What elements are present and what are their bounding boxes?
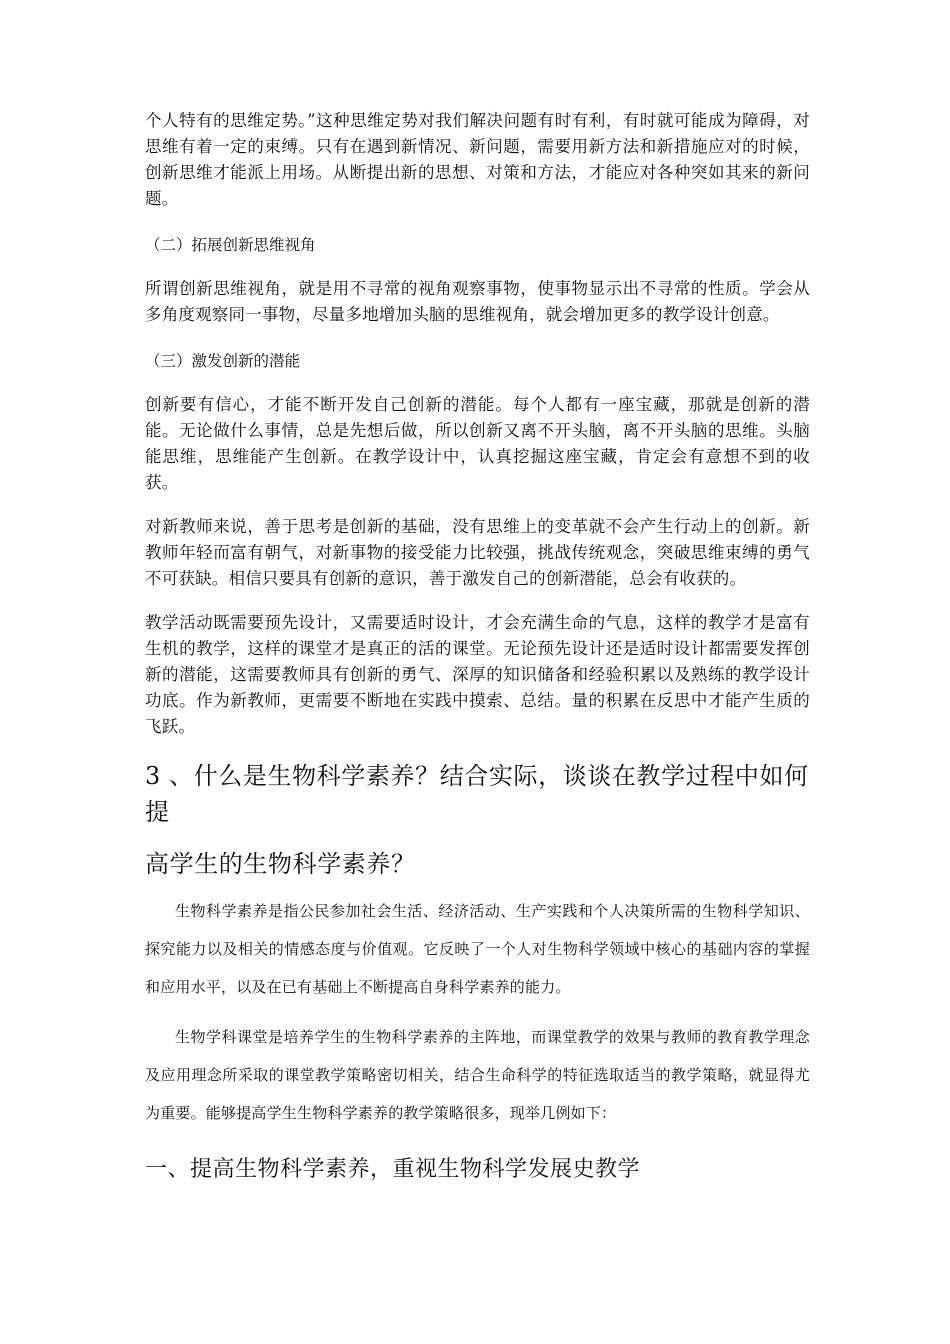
paragraph-thinking-set: 个人特有的思维定势。”这种思维定势对我们解决问题有时有利，有时就可能成为障碍，对思维有着一定的束缚。只有在遇到新情况、新问题，需要用新方法和新措施应对的时候，创新思维才能派上用场。从断提出新的思想、对策和方法，才能应对各种突如其来的新问题。 [145, 111, 810, 208]
paragraph-teaching-activity: 教学活动既需要预先设计，又需要适时设计，才会充满生命的气息，这样的教学才是富有生机的教学，这样的课堂才是真正的活的课堂。无论预先设计还是适时设计都需要发挥创新的潜能，这需要教师具有创新的勇气、深厚的知识储备和经验积累以及熟练的教学设计功底。作为新教师，更需要不断地在实践中摸索、总结。量的积累在反思中才能产生质的飞跃。 [145, 613, 810, 736]
document-page [145, 108, 810, 1186]
paragraph-classroom: 生物学科课堂是培养学生的生物科学素养的主阵地，而课堂教学的效果与教师的教育教学理念及应用理念所采取的课堂教学策略密切相关，结合生命科学的特征选取适当的教学策略，就显得尤为重要。能够提高学生生物科学素养的教学策略很多，现举几例如下： [145, 1028, 810, 1122]
paragraph-potential: 创新要有信心，才能不断开发自己创新的潜能。每个人都有一座宝藏，那就是创新的潜能。无论做什么事情，总是先想后做，所以创新又离不开头脑，离不开头脑的思维。头脑能思维，思维能产生创新。在教学设计中，认真挖掘这座宝藏，肯定会有意想不到的收获。 [145, 395, 810, 492]
subheading-potential: （三）激发创新的潜能 [145, 352, 301, 370]
question-3-heading-line1: 3 、什么是生物科学素养？结合实际，谈谈在教学过程中如何提 [145, 762, 809, 826]
paragraph-perspective: 所谓创新思维视角，就是用不寻常的视角观察事物，使事物显示出不寻常的性质。学会从多角度观察同一事物，尽量多地增加头脑的思维视角，就会增加更多的教学设计创意。 [145, 279, 810, 324]
paragraph-new-teacher: 对新教师来说，善于思考是创新的基础，没有思维上的变革就不会产生行动上的创新。新教师年轻而富有朝气，对新事物的接受能力比较强，挑战传统观念，突破思维束缚的勇气不可获缺。相信只要具有创新的意识，善于激发自己的创新潜能，总会有收获的。 [145, 517, 810, 588]
paragraph-bio-literacy: 生物科学素养是指公民参加社会生活、经济活动、生产实践和个人决策所需的生物科学知识、探究能力以及相关的情感态度与价值观。它反映了一个人对生物科学领域中核心的基础内容的掌握和应用水平，以及在已有基础上不断提高自身科学素养的能力。 [145, 902, 810, 996]
question-3-heading-line2: 高学生的生物科学素养？ [145, 850, 416, 878]
section-heading-one: 一、提高生物科学素养，重视生物科学发展史教学 [145, 1157, 641, 1182]
subheading-expand-perspective: （二）拓展创新思维视角 [145, 236, 316, 254]
